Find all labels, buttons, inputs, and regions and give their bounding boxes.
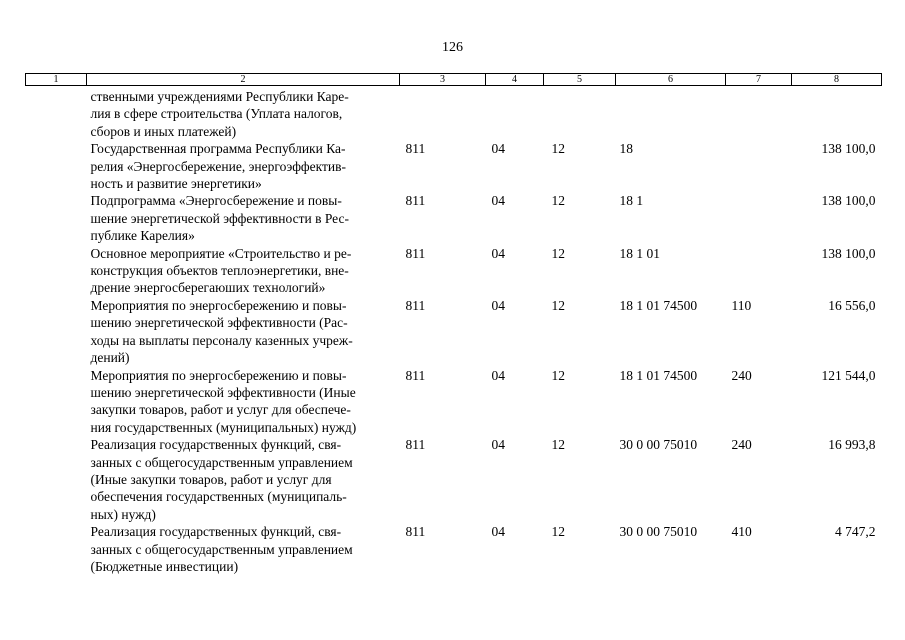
- section-code-cell: 04: [491, 367, 505, 383]
- expense-type-cell: 240: [731, 367, 752, 383]
- expense-type-cell: 410: [731, 524, 752, 540]
- target-article-cell: 18 1 01: [619, 245, 660, 261]
- column-header-1: 1: [26, 74, 87, 86]
- amount-cell: 121 544,0: [821, 367, 876, 383]
- item-name-cell: Основное мероприятие «Строительство и ре- конструкция объектов теплоэнергетики, вне- дрение энергосберегаюших технологий»: [90, 245, 352, 296]
- amount-cell: 138 100,0: [821, 141, 876, 157]
- target-article-cell: 18 1 01 74500: [619, 297, 698, 313]
- item-name-cell: ственными учреждениями Республики Каре- лия в сфере строительства (Уплата налогов, сборов и иных платежей): [90, 89, 349, 139]
- table-row: [26, 86, 882, 141]
- ministry-code-cell: 811: [405, 437, 426, 453]
- item-name-cell: Подпрограмма «Энергосбережение и повы- шение энергетической эффективности в Рес- публике Карелия»: [90, 193, 349, 244]
- column-header-6: 6: [616, 74, 726, 86]
- expense-type-cell: [726, 86, 792, 141]
- row-number-cell: [26, 192, 87, 244]
- amount-cell: 16 993,8: [828, 437, 876, 453]
- amount-cell: 16 556,0: [828, 297, 876, 313]
- column-number-header-row: [26, 74, 882, 86]
- section-code-cell: 04: [491, 524, 505, 540]
- ministry-code-cell: 811: [405, 193, 426, 209]
- section-code-cell: [486, 86, 544, 141]
- row-number-cell: [26, 367, 87, 437]
- amount-cell: 138 100,0: [821, 245, 876, 261]
- expense-type-cell: 110: [731, 297, 752, 313]
- subsection-code-cell: [544, 86, 616, 141]
- row-number-cell: [26, 245, 87, 297]
- section-code-cell: 04: [491, 245, 505, 261]
- ministry-code-cell: 811: [405, 524, 426, 540]
- section-code-cell: 04: [491, 193, 505, 209]
- ministry-code-cell: 811: [405, 141, 426, 157]
- subsection-code-cell: 12: [551, 437, 565, 453]
- column-header-3: 3: [400, 74, 486, 86]
- ministry-code-cell: 811: [405, 367, 426, 383]
- table-row: [26, 523, 882, 575]
- subsection-code-cell: 12: [551, 367, 565, 383]
- column-header-7: 7: [726, 74, 792, 86]
- target-article-cell: 30 0 00 75010: [619, 437, 698, 453]
- ministry-code-cell: [400, 86, 486, 141]
- row-number-cell: [26, 86, 87, 141]
- expense-type-cell: [726, 245, 792, 297]
- item-name-cell: Мероприятия по энергосбережению и повы- шению энергетической эффективности (Рас- ходы на выплаты персоналу казенных учреж- дений): [90, 297, 353, 366]
- item-name-cell: Мероприятия по энергосбережению и повы- шению энергетической эффективности (Иные закупки товаров, работ и услуг для обеспече- ния государственных (муниципальных) нужд): [90, 367, 357, 435]
- row-number-cell: [26, 523, 87, 575]
- column-header-2: 2: [87, 74, 400, 86]
- expense-type-cell: 240: [731, 437, 752, 453]
- section-code-cell: 04: [491, 437, 505, 453]
- row-number-cell: [26, 140, 87, 192]
- target-article-cell: 18: [619, 141, 633, 157]
- item-name-cell: Реализация государственных функций, свя- занных с общегосударственным управлением (Бюджетные инвестиции): [90, 524, 353, 574]
- page-number: 126: [442, 40, 463, 55]
- table-row: [26, 140, 882, 192]
- table-row: [26, 367, 882, 437]
- target-article-cell: [616, 86, 726, 141]
- target-article-cell: 18 1 01 74500: [619, 367, 698, 383]
- subsection-code-cell: 12: [551, 297, 565, 313]
- ministry-code-cell: 811: [405, 297, 426, 313]
- amount-cell: 138 100,0: [821, 193, 876, 209]
- amount-cell: 4 747,2: [835, 524, 876, 540]
- section-code-cell: 04: [491, 297, 505, 313]
- subsection-code-cell: 12: [551, 193, 565, 209]
- section-code-cell: 04: [491, 141, 505, 157]
- row-number-cell: [26, 436, 87, 523]
- table-row: [26, 297, 882, 367]
- item-name-cell: Реализация государственных функций, свя- занных с общегосударственным управлением (Иные закупки товаров, работ и услуг для обеспечения государственных (муниципаль- ных) нужд): [90, 437, 353, 522]
- subsection-code-cell: 12: [551, 245, 565, 261]
- column-header-4: 4: [486, 74, 544, 86]
- subsection-code-cell: 12: [551, 141, 565, 157]
- table-row: [26, 436, 882, 523]
- target-article-cell: 30 0 00 75010: [619, 524, 698, 540]
- expense-type-cell: [726, 140, 792, 192]
- amount-cell: [792, 86, 882, 141]
- item-name-cell: Государственная программа Республики Ка- релия «Энергосбережение, энергоэффектив- ность и развитие энергетики»: [90, 141, 346, 192]
- budget-table: [25, 73, 882, 575]
- column-header-8: 8: [792, 74, 882, 86]
- target-article-cell: 18 1: [619, 193, 644, 209]
- expense-type-cell: [726, 192, 792, 244]
- ministry-code-cell: 811: [405, 245, 426, 261]
- subsection-code-cell: 12: [551, 524, 565, 540]
- table-row: [26, 192, 882, 244]
- column-header-5: 5: [544, 74, 616, 86]
- table-row: [26, 245, 882, 297]
- row-number-cell: [26, 297, 87, 367]
